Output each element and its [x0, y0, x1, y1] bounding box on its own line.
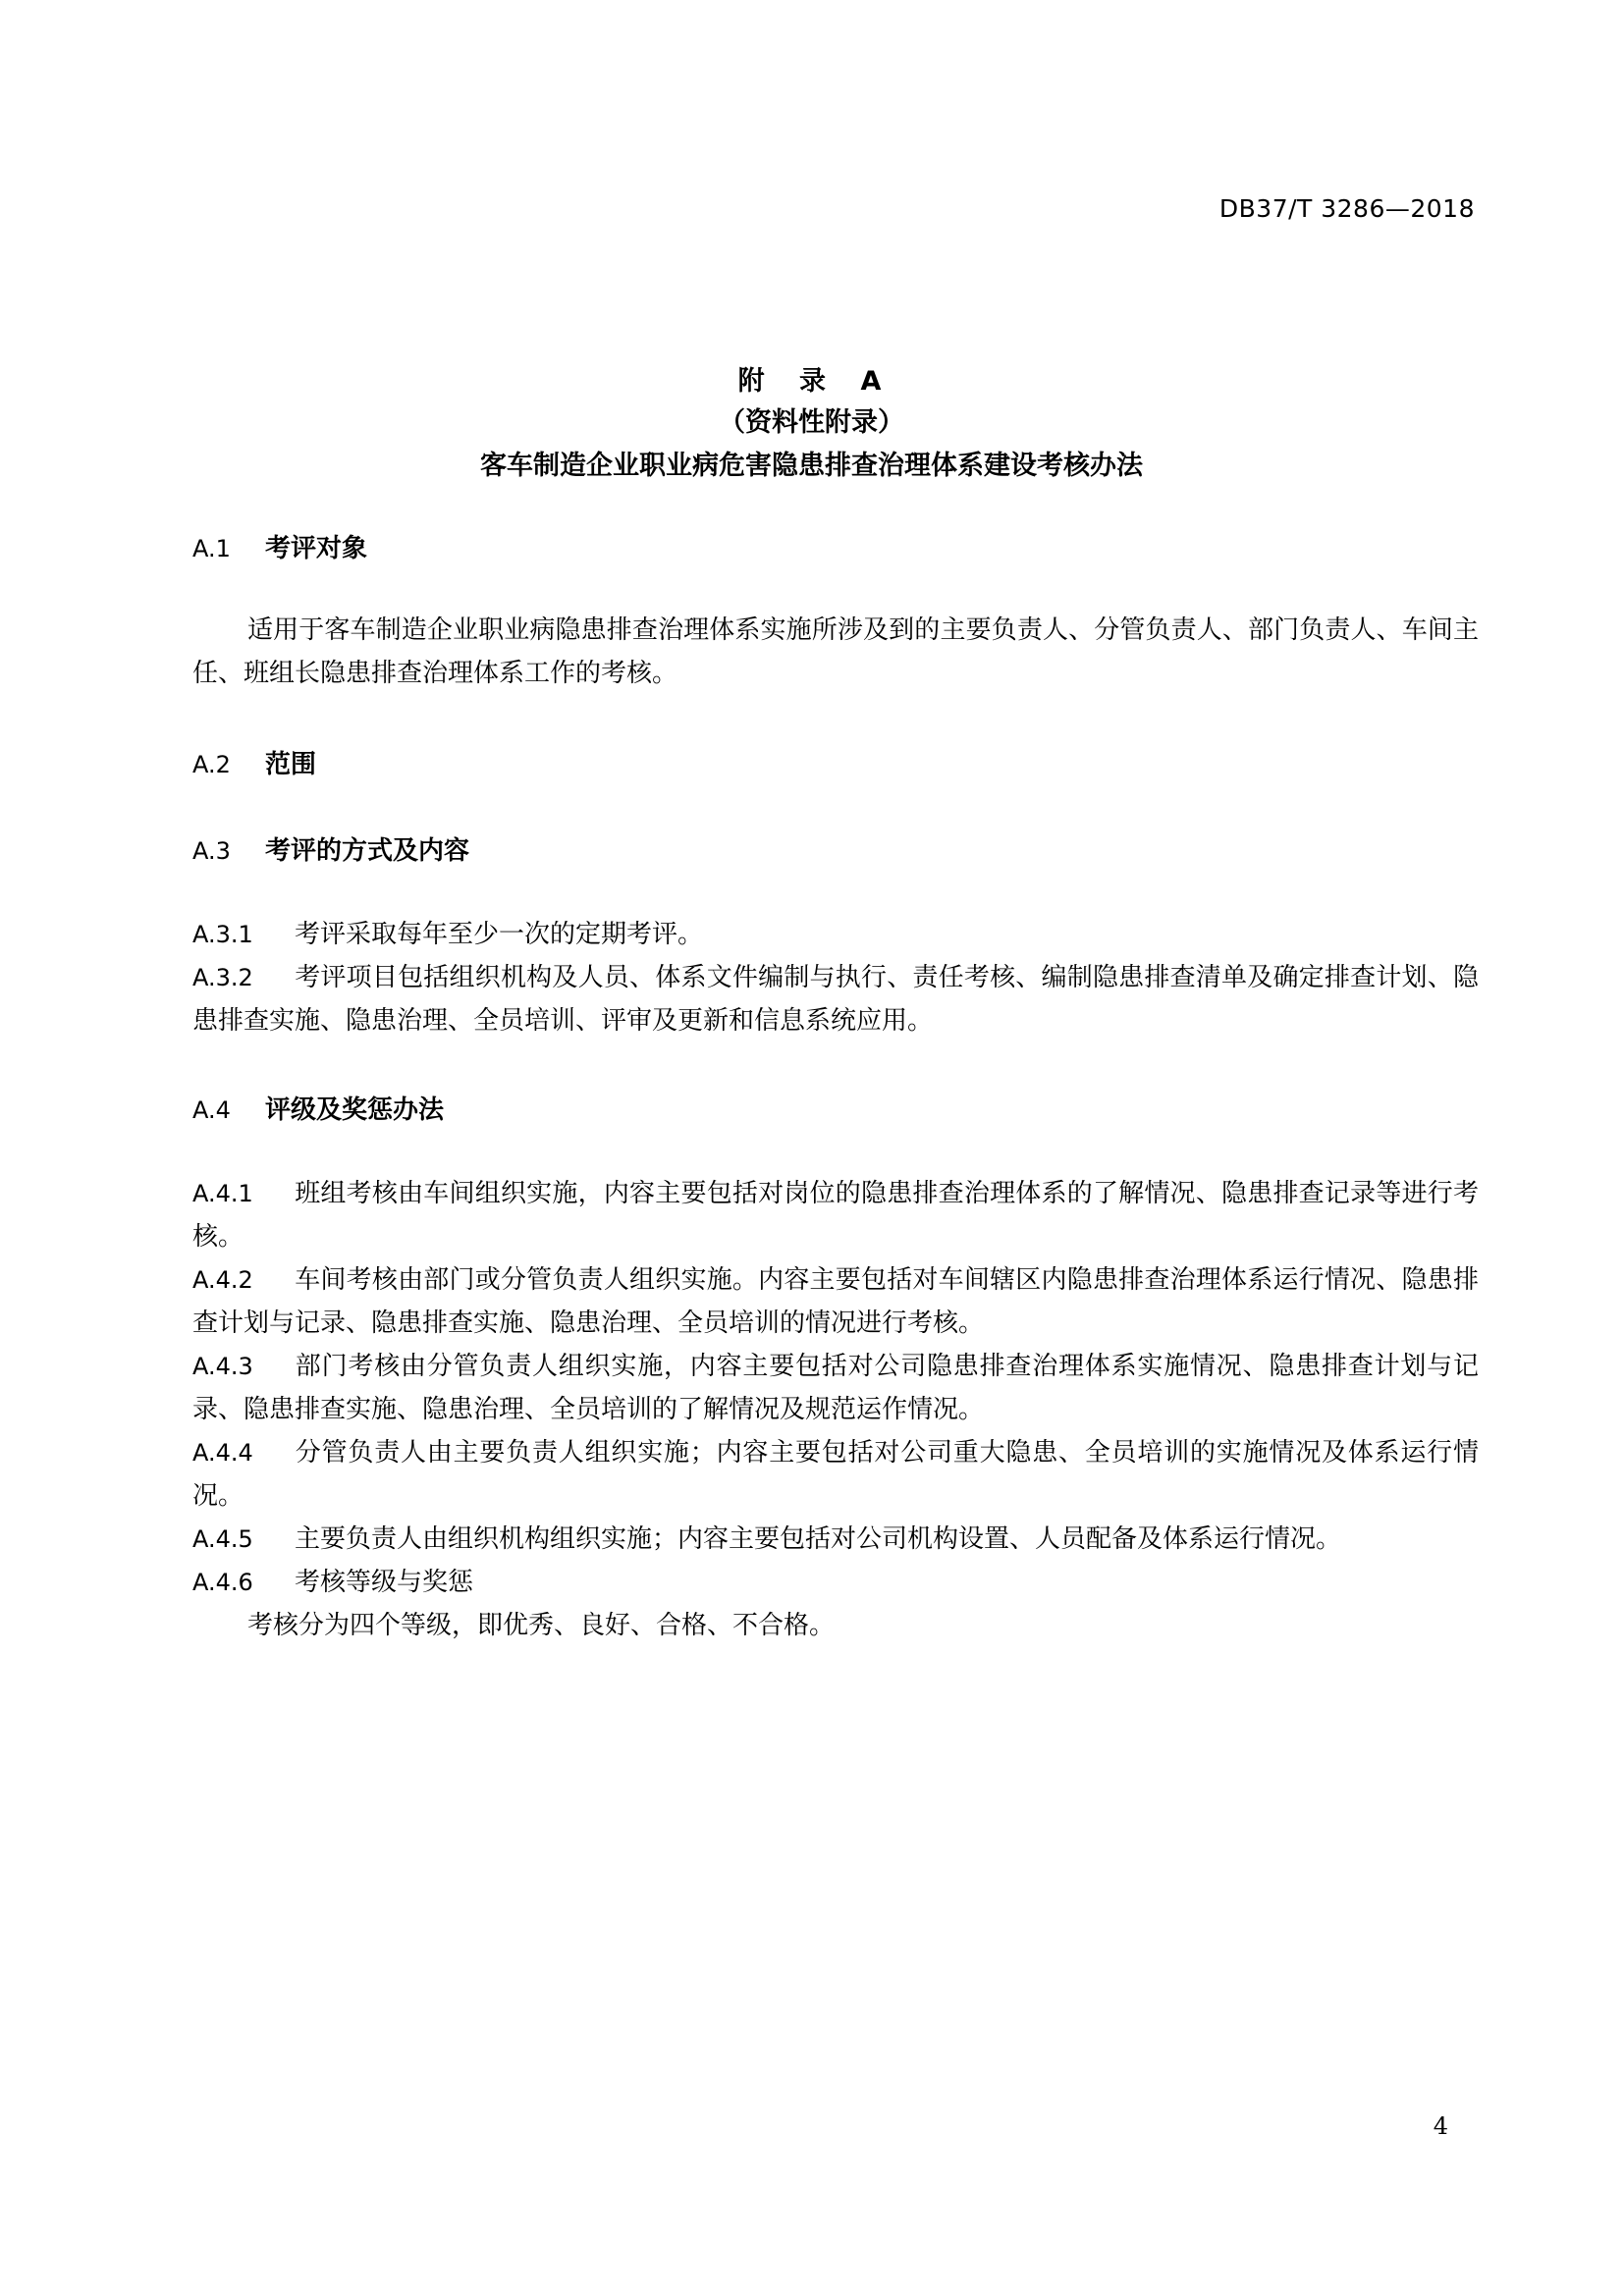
appendix-label: 附 录 A: [737, 366, 886, 397]
section-title: 范围: [265, 750, 317, 779]
clause-a4-3: [192, 1345, 1479, 1431]
clause-text: 班组考核由车间组织实施，内容主要包括对岗位的隐患排查治理体系的了解情况、隐患排查记录等进行考核。: [192, 1179, 1479, 1252]
clause-text: 考评采取每年至少一次的定期考评。: [295, 920, 704, 949]
section-number: A.1: [192, 535, 231, 562]
clause-text: 考核等级与奖惩: [295, 1568, 474, 1597]
clause-a3-1: [192, 913, 1479, 956]
section-title: 考评对象: [265, 534, 368, 563]
section-a2-heading: [192, 744, 316, 780]
clause-text: 分管负责人由主要负责人组织实施；内容主要包括对公司重大隐患、全员培训的实施情况及体系运行情况。: [192, 1438, 1479, 1511]
clause-number: A.4.5: [192, 1525, 253, 1553]
clause-text: 车间考核由部门或分管负责人组织实施。内容主要包括对车间辖区内隐患排查治理体系运行情况、隐患排查计划与记录、隐患排查实施、隐患治理、全员培训的情况进行考核。: [192, 1265, 1479, 1338]
clause-a4-4: [192, 1431, 1479, 1518]
section-number: A.3: [192, 837, 231, 865]
standard-code: DB37/T 3286—2018: [1218, 194, 1475, 223]
appendix-main-title: 客车制造企业职业病危害隐患排查治理体系建设考核办法: [480, 451, 1143, 481]
clause-text: 部门考核由分管负责人组织实施，内容主要包括对公司隐患排查治理体系实施情况、隐患排查计划与记录、隐患排查实施、隐患治理、全员培训的了解情况及规范运作情况。: [192, 1352, 1479, 1424]
clause-text: 主要负责人由组织机构组织实施；内容主要包括对公司机构设置、人员配备及体系运行情况。: [295, 1524, 1342, 1554]
clause-number: A.4.2: [192, 1266, 253, 1294]
clause-number: A.4.6: [192, 1569, 253, 1596]
grade-text: 考核分为四个等级，即优秀、良好、合格、不合格。: [247, 1611, 836, 1640]
clause-text: 考评项目包括组织机构及人员、体系文件编制与执行、责任考核、编制隐患排查清单及确定排查计划、隐患排查实施、隐患治理、全员培训、评审及更新和信息系统应用。: [192, 963, 1479, 1036]
section-a1-heading: [192, 528, 367, 564]
section-a3-heading: [192, 830, 469, 867]
appendix-type: （资料性附录）: [719, 407, 904, 438]
clause-a4-5: [192, 1518, 1479, 1561]
clause-number: A.3.2: [192, 964, 253, 991]
section-a4-heading: [192, 1090, 444, 1126]
section-title: 考评的方式及内容: [265, 836, 470, 866]
clause-number: A.4.1: [192, 1180, 253, 1207]
clause-number: A.3.1: [192, 921, 253, 948]
section-number: A.4: [192, 1096, 231, 1124]
page-number: 4: [1433, 2112, 1448, 2140]
clause-a4-1: [192, 1172, 1479, 1258]
clause-number: A.4.3: [192, 1353, 253, 1380]
section-title: 评级及奖惩办法: [265, 1095, 445, 1125]
clause-a4-2: [192, 1258, 1479, 1345]
section-a1-body: 适用于客车制造企业职业病隐患排查治理体系实施所涉及到的主要负责人、分管负责人、部门负责人、车间主任、班组长隐患排查治理体系工作的考核。: [192, 615, 1479, 688]
clause-a4-6: [192, 1561, 1479, 1604]
clause-a3-2: [192, 956, 1479, 1042]
section-number: A.2: [192, 751, 231, 778]
clause-number: A.4.4: [192, 1439, 253, 1467]
